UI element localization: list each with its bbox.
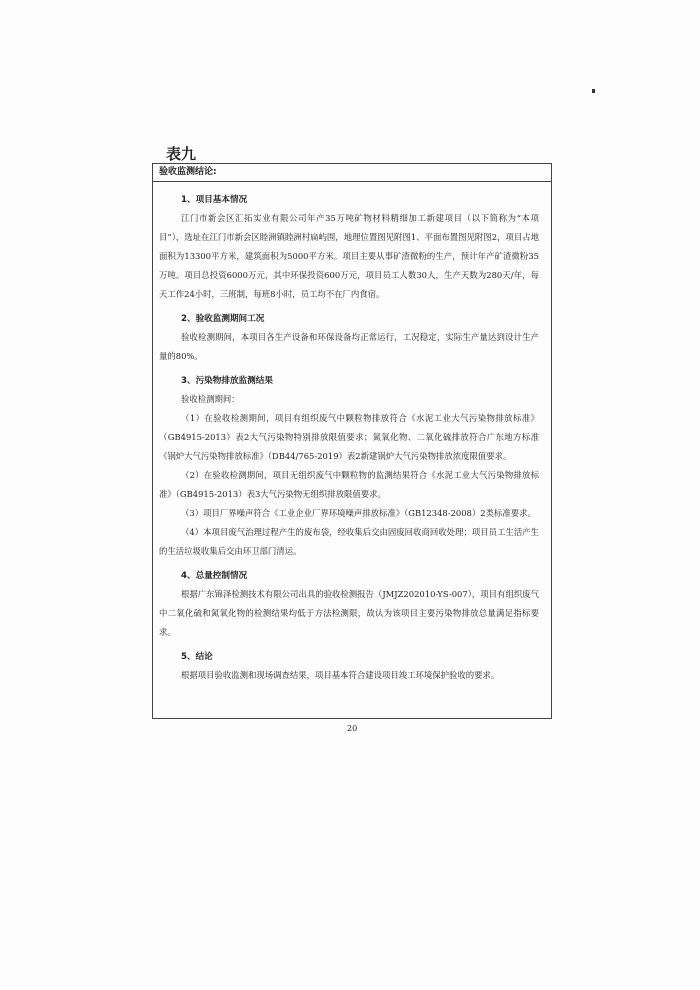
section-paragraph: （3）项目厂界噪声符合《工业企业厂界环境噪声排放标准》（GB12348-2008）2类标准要求。 bbox=[181, 508, 536, 518]
section-heading: 3、污染物排放监测结果 bbox=[181, 376, 273, 386]
section-heading: 2、验收监测期间工况 bbox=[181, 314, 265, 324]
section-paragraph: 根据项目验收监测和现场调查结果，项目基本符合建设项目竣工环境保护验收的要求。 bbox=[181, 670, 500, 680]
table-header: 验收监测结论: bbox=[153, 164, 551, 182]
section-heading: 1、项目基本情况 bbox=[181, 195, 248, 205]
section-paragraph: 江门市新会区汇拓实业有限公司年产35万吨矿物材料精细加工新建项目（以下简称为“本项目”），选址在江门市新会区睦洲镇睦洲村扁屿围，地理位置图见附图1、平面布置图见附图2，项目占地面积为13300平方米，建筑面积为5000平方米。项目主要从事矿渣微粉的生产，预计年产矿渣微粉35万吨。项目总投资6000万元，其中环保投资600万元，项目员工人数30人，生产天数为280天/年，每天工作24小时，三班制，每班8小时，员工均不在厂内食宿。 bbox=[159, 213, 539, 299]
page-number: 20 bbox=[347, 724, 358, 733]
section-paragraph: （2）在验收检测期间，项目无组织废气中颗粒物的监测结果符合《水泥工业大气污染物排放标准》（GB4915-2013）表3大气污染物无组织排放限值要求。 bbox=[159, 470, 539, 499]
section-heading: 4、总量控制情况 bbox=[181, 571, 248, 581]
section-paragraph: （1）在验收检测期间，项目有组织废气中颗粒物排放符合《水泥工业大气污染物排放标准》（GB4915-2013）表2大气污染物特别排放限值要求；氮氧化物、二氧化硫排放符合广东地方标准《锅炉大气污染物排放标准》（DB44/765-2019）表2新建锅炉大气污染物排放浓度限值要求。 bbox=[159, 413, 539, 461]
section-paragraph: （4）本项目废气治理过程产生的废布袋，经收集后交由固废回收商回收处理；项目员工生活产生的生活垃圾收集后交由环卫部门清运。 bbox=[159, 527, 539, 556]
scan-mark bbox=[592, 89, 595, 93]
section-paragraph: 验收检测期间： bbox=[181, 394, 240, 404]
conclusion-table bbox=[152, 163, 552, 719]
section-paragraph: 验收检测期间，本项目各生产设备和环保设备均正常运行，工况稳定，实际生产量达到设计生产量的80%。 bbox=[159, 332, 539, 361]
table-body bbox=[153, 182, 551, 685]
table-title: 表九 bbox=[166, 145, 197, 163]
section-paragraph: 根据广东锦泽检测技术有限公司出具的验收检测报告（JMJZ202010-YS-007），项目有组织废气中二氧化硫和氮氧化物的检测结果均低于方法检测限，故认为该项目主要污染物排放总量满足指标要求。 bbox=[159, 589, 539, 637]
section-heading: 5、结论 bbox=[181, 652, 213, 662]
